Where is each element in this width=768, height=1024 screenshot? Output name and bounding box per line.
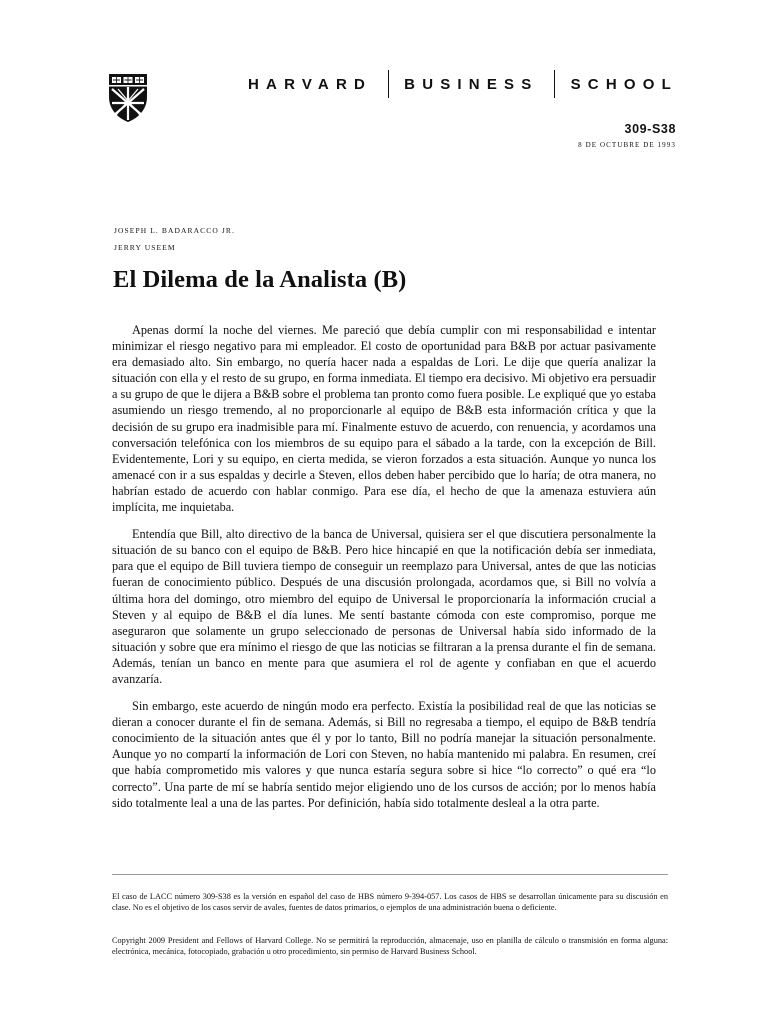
author-list — [114, 222, 235, 256]
footnote-copyright: Copyright 2009 President and Fellows of Harvard College. No se permitirá la reproducción, almacenaje, uso en planilla de cálculo o transmisión en forma alguna: electrónica, mecánica, fotocopiado, grabación u otro procedimiento, sin permiso de Harvard Business School. — [112, 936, 668, 956]
body-paragraph: Entendía que Bill, alto directivo de la banca de Universal, quisiera ser el que discutiera personalmente la situación de su banco con el equipo de B&B. Pero hice hincapié en que la notificación debía ser inmediata, para que el equipo de Bill tuviera tiempo de conseguir un reemplazo para Universal, antes de que las noticias fueran de conocimiento público. Después de una discusión prolongada, acordamos que, si Bill no volvía a última hora del domingo, otro miembro del equipo de Universal le proporcionaría la información crucial a Steven y al equipo de B&B el día lunes. Me sentí bastante cómoda con este compromiso, porque me aseguraron que solamente un grupo seleccionado de personas de Universal había sido informado de la situación y sobre que era mínimo el riesgo de que las noticias se filtraran a la prensa durante el fin de semana. Además, tenían un banco en mente para que asumiera el rol de agente y confiaban en que el acuerdo avanzaría. — [112, 527, 656, 686]
case-date: 8 DE OCTUBRE DE 1993 — [578, 141, 676, 149]
school-word-business: BUSINESS — [404, 75, 539, 93]
letterhead-divider — [554, 70, 555, 98]
harvard-shield-icon — [108, 73, 148, 123]
letterhead — [0, 0, 768, 149]
body-paragraph: Sin embargo, este acuerdo de ningún modo era perfecto. Existía la posibilidad real de que las noticias se dieran a conocer durante el fin de semana. Además, si Bill no regresaba a tiempo, el equipo de B&B tendría conocimiento de la situación antes que él y por lo tanto, Bill no podría manejar la situación personalmente. Aunque yo no compartí la información de Lori con Steven, no había mantenido mi palabra. En resumen, creí que había comprometido mis valores y que nunca estaría segura sobre si hice “lo correcto” o qué era “lo correcto”. Una parte de mí se habría sentido mejor eligiendo uno de los cursos de acción; por lo menos había sido totalmente leal a una de las partes. Por definición, había sido totalmente desleal a la otra parte. — [112, 699, 656, 810]
author-name: JOSEPH L. BADARACCO JR. — [114, 226, 235, 235]
body-paragraph: Apenas dormí la noche del viernes. Me pareció que debía cumplir con mi responsabilidad e intentar minimizar el riesgo negativo para mi empleador. El costo de oportunidad para B&B por actuar pasivamente era demasiado alto. Sin embargo, no quería hacer nada a espaldas de Lori. Le dije que quería analizar la situación con ella y el resto de su grupo, en forma inmediata. El tiempo era decisivo. Mi objetivo era persuadir a su grupo de que le dijera a B&B sobre el problema tan pronto como fuera posible. Le expliqué que yo estaba asumiendo un riesgo tremendo, al no proporcionarle al equipo de B&B esta información crítica y que la decisión de su grupo era inadmisible para mí. Finalmente estuvo de acuerdo, con renuencia, y acordamos una conversación telefónica con los miembros de su equipo para el sábado a la tarde, con la excepción de Bill. Evidentemente, Lori y su equipo, en cierta medida, se vieron forzados a esta situación. Aunque yo nunca los amenacé con ir a sus espaldas y decirle a Steven, ellos deben haber percibido que lo haría; de otra manera, no habrían estado de acuerdo con hablar conmigo. Para ese día, el hecho de que la amenaza estuviera aún implícita, me inquietaba. — [112, 323, 656, 515]
school-word-school: SCHOOL — [570, 75, 678, 93]
footnote-case-info: El caso de LACC número 309-S38 es la versión en español del caso de HBS número 9-394-057. Los casos de HBS se desarrollan únicamente para su discusión en clase. No es el objetivo de los casos servir de avales, fuentes de datos primarios, o ejemplos de una administración buena o deficiente. — [112, 892, 668, 912]
school-word-harvard: HARVARD — [248, 75, 373, 93]
school-name — [248, 70, 678, 98]
author-name: JERRY USEEM — [114, 243, 176, 252]
case-body — [112, 322, 656, 822]
case-title: El Dilema de la Analista (B) — [113, 266, 407, 293]
case-number: 309-S38 — [624, 122, 676, 136]
footnote-divider — [112, 874, 668, 875]
letterhead-divider — [388, 70, 389, 98]
